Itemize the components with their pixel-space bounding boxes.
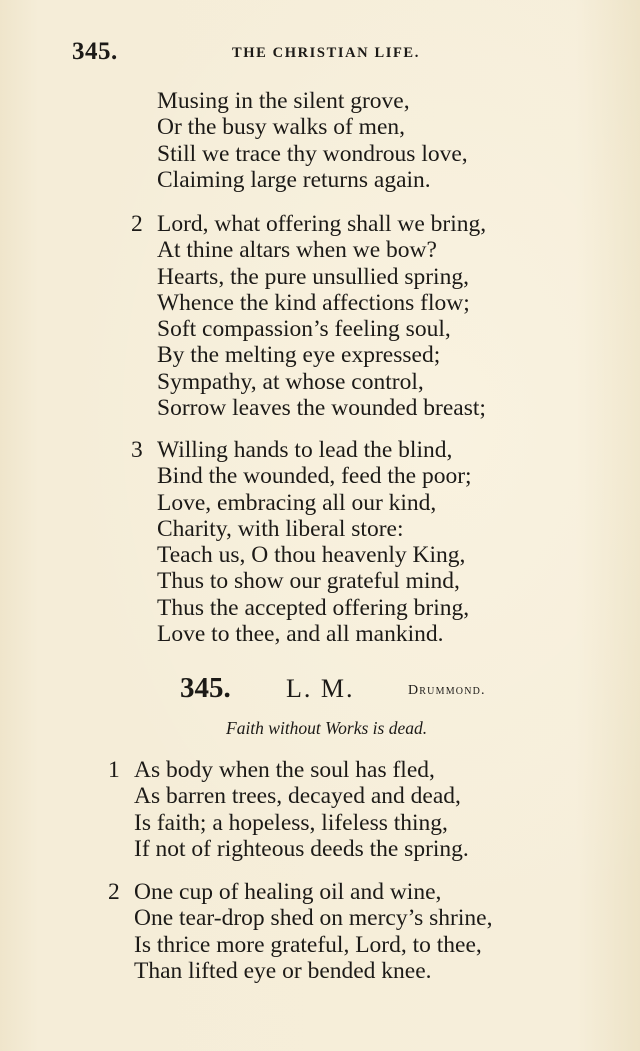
verse-line: Is thrice more grateful, Lord, to thee, <box>134 931 482 958</box>
stanza-number: 1 <box>108 757 120 783</box>
verse-line: Love, embracing all our kind, <box>157 489 437 516</box>
hymn-345-stanza-2 <box>134 879 492 984</box>
stanza-number: 3 <box>131 437 143 463</box>
tune-name: Drummond. <box>408 683 486 698</box>
stanza-continued <box>157 88 468 193</box>
verse-line: One tear-drop shed on mercy’s shrine, <box>134 905 493 932</box>
running-head: THE CHRISTIAN LIFE. <box>232 45 420 61</box>
verse-line: Hearts, the pure unsullied spring, <box>157 263 469 290</box>
verse-line: As barren trees, decayed and dead, <box>134 783 461 810</box>
verse-line: Willing hands to lead the blind, <box>157 437 453 463</box>
page-header <box>72 38 592 68</box>
verse-line: Whence the kind affections flow; <box>157 289 470 316</box>
stanza-number: 2 <box>131 211 143 237</box>
verse-line: Bind the wounded, feed the poor; <box>157 463 472 490</box>
verse-line: Charity, with liberal store: <box>157 515 404 542</box>
stanza-3 <box>157 437 472 647</box>
verse-line: Sorrow leaves the wounded breast; <box>157 395 486 422</box>
verse-line: At thine altars when we bow? <box>157 237 437 264</box>
verse-line: Teach us, O thou heavenly King, <box>157 542 466 569</box>
hymn-subtitle: Faith without Works is dead. <box>226 718 428 738</box>
verse-line: By the melting eye expressed; <box>157 342 441 369</box>
stanza-number: 2 <box>108 879 120 905</box>
verse-line: Musing in the silent grove, <box>157 88 410 114</box>
verse-line: Is faith; a hopeless, lifeless thing, <box>134 809 448 836</box>
verse-line: Lord, what offering shall we bring, <box>157 211 487 237</box>
page-number: 345. <box>72 38 118 65</box>
verse-line: Thus the accepted offering bring, <box>157 594 470 621</box>
stanza-2 <box>157 211 486 421</box>
verse-line: Sympathy, at whose control, <box>157 368 424 395</box>
verse-line: Love to thee, and all mankind. <box>157 621 444 648</box>
verse-line: Thus to show our grateful mind, <box>157 568 460 595</box>
verse-line: Claiming large returns again. <box>157 166 431 193</box>
hymn-345-stanza-1 <box>134 757 469 862</box>
verse-line: Still we trace thy wondrous love, <box>157 140 468 167</box>
verse-line: Soft compassion’s feeling soul, <box>157 316 451 343</box>
hymn-heading <box>180 672 600 708</box>
verse-line: As body when the soul has fled, <box>134 757 435 783</box>
verse-line: Or the busy walks of men, <box>157 114 406 141</box>
verse-line: One cup of healing oil and wine, <box>134 879 442 905</box>
hymn-meter: L. M. <box>286 674 355 703</box>
verse-line: Than lifted eye or bended knee. <box>134 957 432 984</box>
verse-line: If not of righteous deeds the spring. <box>134 835 469 862</box>
hymn-number: 345. <box>180 672 231 704</box>
